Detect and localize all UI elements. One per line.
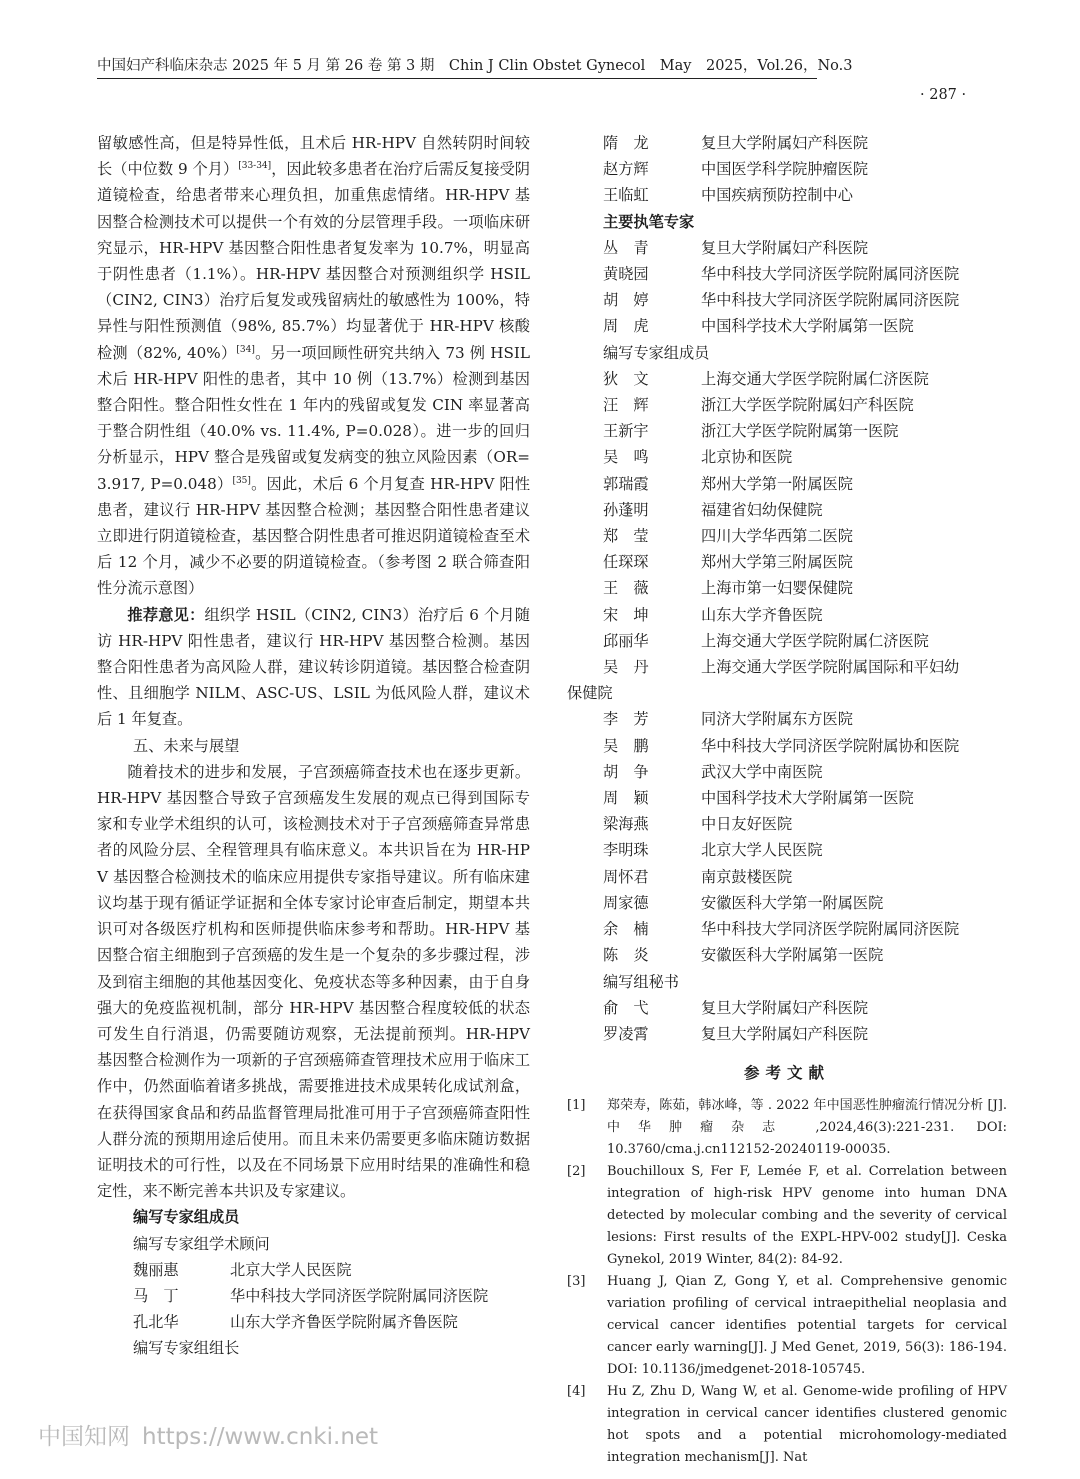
writers-list [567, 235, 1007, 340]
reference-item [567, 1271, 1007, 1381]
member-institution: 四川大学华西第二医院 [701, 527, 853, 546]
advisors-list [97, 1257, 530, 1336]
reference-item [567, 1381, 1007, 1469]
member-row [567, 497, 1007, 523]
member-row [567, 890, 1007, 916]
citation-mark: [35] [232, 475, 251, 486]
member-row [567, 549, 1007, 575]
member-institution: 郑州大学第一附属医院 [701, 474, 853, 493]
writer-institution: 华中科技大学同济医学院附属同济医院 [701, 291, 960, 310]
writer-row [567, 235, 1007, 261]
member-institution: 福建省妇幼保健院 [701, 500, 823, 519]
secretary-name: 俞 弋 [603, 998, 649, 1017]
member-institution: 安徽医科大学第一附属医院 [701, 893, 884, 912]
member-name: 郑 莹 [603, 527, 649, 546]
member-row [567, 654, 1007, 680]
running-header [97, 54, 853, 79]
member-row [567, 916, 1007, 942]
leaders-list [567, 130, 1007, 209]
secretary-name: 罗凌霄 [603, 1024, 649, 1043]
member-row [567, 366, 1007, 392]
member-name: 梁海燕 [603, 815, 649, 834]
secretary-title: 编写组秘书 [603, 972, 679, 991]
leader-row [567, 156, 1007, 182]
member-name: 陈 炎 [603, 946, 649, 965]
member-name: 狄 文 [603, 369, 649, 388]
leader-name: 赵方辉 [603, 160, 649, 179]
body-paragraph-1 [97, 130, 530, 602]
advisor-institution: 华中科技大学同济医学院附属同济医院 [230, 1286, 489, 1305]
member-institution: 浙江大学医学院附属妇产科医院 [701, 396, 914, 415]
member-institution: 中日友好医院 [701, 815, 793, 834]
paragraph-text: 留敏感性高，但是特异性低，且术后 HR-HPV 自然转阴时间较长（中位数 9 个月） [97, 134, 530, 179]
member-institution: 上海交通大学医学院附属仁济医院 [701, 369, 929, 388]
member-institution: 南京鼓楼医院 [701, 867, 793, 886]
member-row [567, 471, 1007, 497]
member-name: 吴 丹 [603, 658, 649, 677]
reference-item [567, 1161, 1007, 1271]
page-number: · 287 · [920, 87, 967, 103]
advisor-name: 孔北华 [133, 1313, 179, 1332]
cnki-watermark [38, 1418, 378, 1451]
member-row [567, 628, 1007, 654]
reference-item [567, 1095, 1007, 1161]
writer-name: 丛 青 [603, 238, 649, 257]
leader-name: 隋 龙 [603, 134, 649, 152]
member-row [567, 444, 1007, 470]
member-name: 胡 争 [603, 762, 649, 781]
member-name: 郭瑞霞 [603, 474, 649, 493]
member-institution: 北京协和医院 [701, 448, 793, 467]
paragraph-text: 。另一项回顾性研究共纳入 73 例 HSIL 术后 HR-HPV 阳性的患者，其中 10 例（13.7%）检测到基因整合阳性。整合阳性女性在 1 年内的残留或复发 CIN 率显著高于整合阴性组（40.0% vs. 11.4%, P=0.028）。进一步的回归分析显示，HPV 整合是残留或复发病变的独立风险因素（OR=3.917, P=0.048） [97, 343, 531, 493]
paragraph-text: 。因此，术后 6 个月复查 HR-HPV 阳性患者，建议行 HR-HPV 基因整合检测；基因整合阳性患者建议立即进行阴道镜检查，基因整合阴性患者可推迟阴道镜检查至术后 12 个月，减少不必要的阴道镜检查。（参考图 2 联合筛查阳性分流示意图） [97, 474, 531, 598]
member-institution: 上海交通大学医学院附属仁济医院 [701, 631, 929, 650]
member-name: 汪 辉 [603, 396, 649, 415]
body-paragraph-future: 随着技术的进步和发展，子宫颈癌筛查技术也在逐步更新。HR-HPV 基因整合导致子宫颈癌发生发展的观点已得到国际专家和专业学术组织的认可，该检测技术对于子宫颈癌筛查异常患者的风险分层、全程管理具有临床意义。本共识旨在为 HR-HPV 基因整合检测技术的临床应用提供专家指导建议。所有临床建议均基于现有循证学证据和全体专家讨论审查后制定，期望本共识可对各级医疗机构和医师提供临床参考和帮助。HR-HPV 基因整合宿主细胞到子宫颈癌的发生是一个复杂的多步骤过程，涉及到宿主细胞的其他基因变化、免疫状态等多种因素，由于自身强大的免疫监视机制，部分 HR-HPV 基因整合程度较低的状态可发生自行消退，仍需要随访观察，无法提前预判。HR-HPV 基因整合检测作为一项新的子宫颈癌筛查管理技术应用于临床工作中，仍然面临着诸多挑战，需要推进技术成果转化成试剂盒，在获得国家食品和药品监督管理局批准可用于子宫颈癌筛查阳性人群分流的预期用途后使用。而且未来仍需要更多临床随访数据证明技术的可行性，以及在不同场景下应用时结果的准确性和稳定性，来不断完善本共识及专家建议。 [97, 762, 530, 1201]
member-name: 孙蓬明 [603, 500, 649, 519]
recommendation-label: 推荐意见： [127, 605, 205, 624]
paragraph-text: ，因此较多患者在治疗后需反复接受阴道镜检查，给患者带来心理负担，加重焦虑情绪。HR-HPV 基因整合检测技术可以提供一个有效的分层管理手段。一项临床研究显示，HR-HPV 基因整合阳性患者复发率为 10.7%，明显高于阴性患者（1.1%）。HR-HPV 基因整合对预测组织学 HSIL（CIN2, CIN3）治疗后复发或残留病灶的敏感性为 100%，特异性与阳性预测值（98%, 85.7%）均显著优于 HR-HPV 核酸检测（82%, 40%） [97, 160, 530, 362]
member-institution: 郑州大学第三附属医院 [701, 553, 853, 572]
member-name: 吴 鸣 [603, 448, 649, 467]
watermark-brand: 中国知网 [38, 1424, 130, 1450]
member-row [567, 733, 1007, 759]
member-institution: 浙江大学医学院附属第一医院 [701, 422, 899, 441]
member-institution: 山东大学齐鲁医院 [701, 605, 823, 624]
references-list [567, 1095, 1007, 1469]
member-row [567, 392, 1007, 418]
member-name: 余 楠 [603, 920, 649, 939]
advisor-institution: 山东大学齐鲁医学院附属齐鲁医院 [230, 1313, 458, 1332]
member-name: 周怀君 [603, 867, 649, 886]
advisor-row [97, 1283, 530, 1309]
members-list [567, 366, 1007, 969]
member-row [567, 837, 1007, 863]
writer-institution: 复旦大学附属妇产科医院 [701, 238, 869, 257]
reference-text: 郑荣寿，陈茹，韩冰峰，等 . 2022 年中国恶性肿瘤流行情况分析 [J]. 中华肿瘤杂志 ,2024,46(3):221-231. DOI: 10.3760/cma.j.cn112152-20240119-00035. [607, 1098, 1007, 1158]
member-institution: 武汉大学中南医院 [701, 762, 823, 781]
advisor-row [97, 1309, 530, 1335]
member-institution: 华中科技大学同济医学院附属同济医院 [701, 920, 960, 939]
writer-row [567, 313, 1007, 339]
member-institution: 华中科技大学同济医学院附属协和医院 [701, 736, 960, 755]
member-row [567, 602, 1007, 628]
member-name: 宋 坤 [603, 605, 649, 624]
writer-name: 周 虎 [603, 317, 649, 336]
member-name: 邱丽华 [603, 631, 649, 650]
recommendation-text: 组织学 HSIL（CIN2, CIN3）治疗后 6 个月随访 HR-HPV 阳性患者，建议行 HR-HPV 基因整合检测。基因整合阳性患者为高风险人群，建议转诊阴道镜。基因整合检查阴性、且细胞学 NILM、ASC-US、LSIL 为低风险人群，建议术后 1 年复查。 [97, 605, 530, 729]
reference-text: Bouchilloux S, Fer F, Lemée F, et al. Correlation between integration of high-risk HPV genome into human DNA detected by molecular combing and the severity of cervical lesions: First results of the EXPL-HPV-002 study[J]. Ceska Gynekol, 2019 Winter, 84(2): 84-92. [607, 1164, 1007, 1268]
member-institution-continued: 保健院 [567, 684, 613, 703]
member-row [567, 785, 1007, 811]
reference-number: [4] [567, 1384, 586, 1400]
left-column [97, 130, 530, 1362]
member-name: 任琛琛 [603, 553, 649, 572]
citation-mark: [34] [236, 344, 255, 355]
section-heading-future: 五、未来与展望 [133, 736, 240, 755]
advisor-name: 马 丁 [133, 1286, 179, 1305]
writer-institution: 华中科技大学同济医学院附属同济医院 [701, 265, 960, 284]
member-institution: 同济大学附属东方医院 [701, 710, 853, 729]
secretary-row [567, 995, 1007, 1021]
member-institution: 中国科学技术大学附属第一医院 [701, 789, 914, 808]
member-name: 李明珠 [603, 841, 649, 860]
writer-row [567, 287, 1007, 313]
leader-name: 王临虹 [603, 186, 649, 205]
writer-institution: 中国科学技术大学附属第一医院 [701, 317, 914, 336]
leader-institution: 中国疾病预防控制中心 [701, 186, 853, 205]
member-row [567, 523, 1007, 549]
members-title: 编写专家组成员 [603, 343, 710, 362]
member-name: 王新宇 [603, 422, 649, 441]
member-institution: 上海交通大学医学院附属国际和平妇幼 [701, 658, 960, 677]
member-row [567, 942, 1007, 968]
member-name: 吴 鹏 [603, 736, 649, 755]
member-name: 王 薇 [603, 579, 649, 598]
leader-row [567, 182, 1007, 208]
leaders-title: 编写专家组组长 [133, 1339, 240, 1358]
secretary-row [567, 1021, 1007, 1047]
secretary-institution: 复旦大学附属妇产科医院 [701, 1024, 869, 1043]
journal-running-head: 中国妇产科临床杂志 2025 年 5 月 第 26 卷 第 3 期 Chin J Clin Obstet Gynecol May 2025，Vol.26，No.3 [97, 58, 853, 74]
secretary-institution: 复旦大学附属妇产科医院 [701, 998, 869, 1017]
advisor-row [97, 1257, 530, 1283]
reference-text: Huang J, Qian Z, Gong Y, et al. Comprehensive genomic variation profiling of cervical intraepithelial neoplasia and cervical cancer identifies potential targets for cervical cancer early warning[J]. J Med Genet, 2019, 56(3): 186-194. DOI: 10.1136/jmedgenet-2018-105745. [607, 1274, 1007, 1378]
member-row [567, 575, 1007, 601]
reference-number: [1] [567, 1098, 586, 1114]
right-column [567, 130, 1007, 1469]
references-title: 参考文献 [743, 1063, 830, 1083]
writer-name: 黄晓园 [603, 265, 649, 284]
member-row [567, 706, 1007, 732]
member-row [567, 864, 1007, 890]
member-name: 周 颖 [603, 789, 649, 808]
reference-number: [2] [567, 1164, 586, 1180]
advisors-title: 编写专家组学术顾问 [133, 1234, 270, 1253]
watermark-url: https://www.cnki.net [142, 1424, 379, 1450]
advisor-institution: 北京大学人民医院 [230, 1260, 352, 1279]
leader-row [567, 130, 1007, 156]
member-row [567, 811, 1007, 837]
writer-name: 胡 婷 [603, 291, 649, 310]
advisor-name: 魏丽惠 [133, 1260, 179, 1279]
expert-group-title: 编写专家组成员 [133, 1208, 240, 1227]
leader-institution: 中国医学科学院肿瘤医院 [701, 160, 869, 179]
member-row [567, 759, 1007, 785]
member-name: 李 芳 [603, 710, 649, 729]
reference-text: Hu Z, Zhu D, Wang W, et al. Genome-wide profiling of HPV integration in cervical cancer identifies clustered genomic hot spots and a potential microhomology-mediated integration mechanism[J]. Nat [607, 1384, 1007, 1466]
member-institution: 上海市第一妇婴保健院 [701, 579, 853, 598]
recommendation-paragraph [97, 602, 530, 733]
member-institution: 安徽医科大学附属第一医院 [701, 946, 884, 965]
member-name: 周家德 [603, 893, 649, 912]
writer-row [567, 261, 1007, 287]
secretaries-list [567, 995, 1007, 1047]
member-institution: 北京大学人民医院 [701, 841, 823, 860]
reference-number: [3] [567, 1274, 586, 1290]
member-row [567, 418, 1007, 444]
citation-mark: [33-34] [238, 161, 272, 172]
leader-institution: 复旦大学附属妇产科医院 [701, 134, 869, 152]
writers-title: 主要执笔专家 [603, 212, 695, 231]
